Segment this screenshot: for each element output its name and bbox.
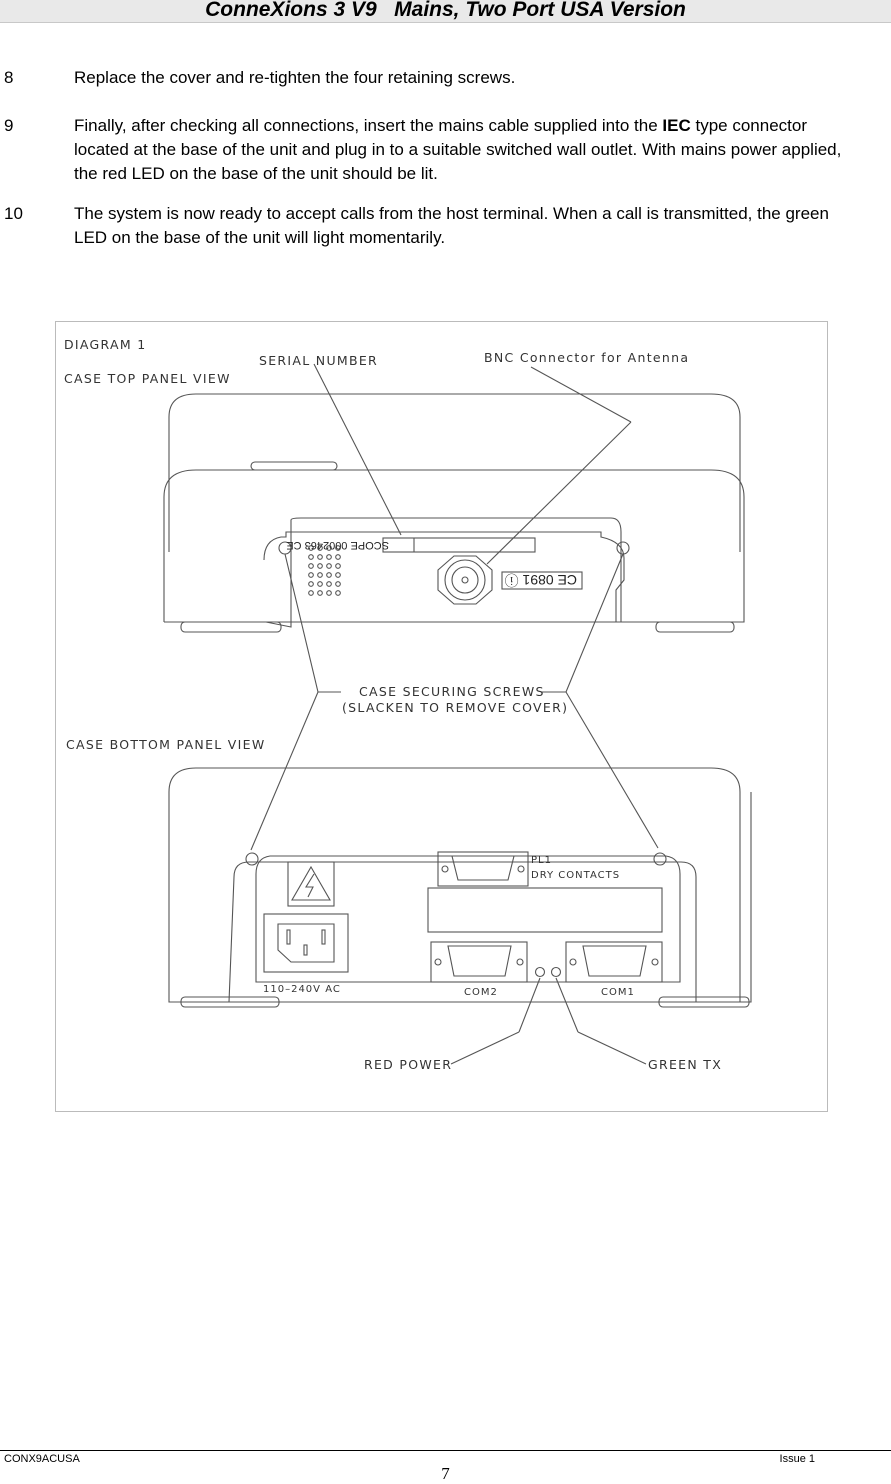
bottom-case-back-shell <box>169 768 740 1002</box>
pl1-connector-icon <box>438 852 528 886</box>
page-number: 7 <box>441 1464 450 1483</box>
step-text: Replace the cover and re-tighten the four retaining screws. <box>74 68 516 87</box>
red-power-label: RED POWER <box>364 1057 453 1072</box>
top-view-label: CASE TOP PANEL VIEW <box>64 371 231 386</box>
step-10 <box>4 202 854 250</box>
footer-issue: Issue 1 <box>779 1453 815 1465</box>
com2-connector-icon <box>431 942 527 982</box>
diagram-1-figure <box>55 321 828 1112</box>
footer-doc-code: CONX9ACUSA <box>4 1453 80 1465</box>
ce-mark-text: CE 0891 ⓘ <box>504 572 577 588</box>
green-tx-label: GREEN TX <box>648 1057 723 1072</box>
bnc-label: BNC Connector for Antenna <box>484 350 690 365</box>
top-case-back-shell <box>169 394 740 552</box>
top-case-handle <box>251 462 337 470</box>
com2-label: COM2 <box>464 987 498 998</box>
step-text <box>74 114 854 186</box>
screw-icon <box>246 853 258 865</box>
red-power-leader <box>451 1032 519 1064</box>
iec-inlet-socket <box>278 924 334 962</box>
iec-pin-icon <box>322 930 325 944</box>
speaker-grille-icon <box>309 546 341 596</box>
red-power-led-icon <box>536 968 545 977</box>
screws-label-line2: (SLACKEN TO REMOVE COVER) <box>342 700 569 715</box>
top-foot-left <box>181 622 281 632</box>
green-tx-led-icon <box>552 968 561 977</box>
bottom-view-label: CASE BOTTOM PANEL VIEW <box>66 737 266 752</box>
step-number: 8 <box>4 68 14 87</box>
step-8 <box>4 66 854 90</box>
top-case-front-shell <box>164 470 744 622</box>
screws-leader <box>251 692 318 850</box>
warning-sign <box>288 862 334 906</box>
step-text-part: Finally, after checking all connections, insert the mains cable supplied into the <box>74 116 663 135</box>
serial-plate-text: SCOPE 0002463 CE <box>286 539 389 551</box>
iec-pin-icon <box>304 945 307 955</box>
green-tx-leader <box>578 1032 646 1064</box>
step-9 <box>4 114 854 186</box>
step-text-part: type connector located at the base of the unit and plug in to a suitable switched wall outlet. With mains power applied, the red LED on the base of the unit should be lit. <box>74 116 842 183</box>
com1-label: COM1 <box>601 987 635 998</box>
screw-icon <box>654 853 666 865</box>
screws-label-line1: CASE SECURING SCREWS <box>359 684 545 699</box>
iec-inlet-housing <box>264 914 348 972</box>
footer-divider <box>0 1450 891 1451</box>
warning-triangle-icon <box>292 867 330 900</box>
page-title: ConneXions 3 V9 Mains, Two Port USA Version <box>205 0 686 21</box>
com1-connector-icon <box>566 942 662 982</box>
header-bar <box>0 0 891 23</box>
pl1-label: PL1 <box>531 855 552 866</box>
bnc-connector-icon <box>438 556 492 604</box>
iec-bold-text: IEC <box>662 116 691 135</box>
step-number: 10 <box>4 204 23 223</box>
screws-leader <box>566 692 658 848</box>
lightning-bolt-icon <box>306 874 314 897</box>
step-number: 9 <box>4 116 14 135</box>
ac-voltage-label: 110–240V AC <box>263 984 341 995</box>
serial-plate <box>383 538 535 552</box>
top-foot-right <box>656 622 734 632</box>
serial-number-label: SERIAL NUMBER <box>259 353 379 368</box>
serial-number-leader <box>314 364 401 535</box>
diagram-text-labels <box>64 337 722 1072</box>
iec-pin-icon <box>287 930 290 944</box>
step-text: The system is now ready to accept calls from the host terminal. When a call is transmitted, the green LED on the base of the unit will light momentarily. <box>74 204 829 247</box>
blank-panel-strip <box>428 888 662 932</box>
diagram-drawing <box>56 322 827 1111</box>
bnc-leader <box>487 422 631 564</box>
dry-contacts-label: DRY CONTACTS <box>531 870 621 881</box>
diagram-title: DIAGRAM 1 <box>64 337 147 352</box>
